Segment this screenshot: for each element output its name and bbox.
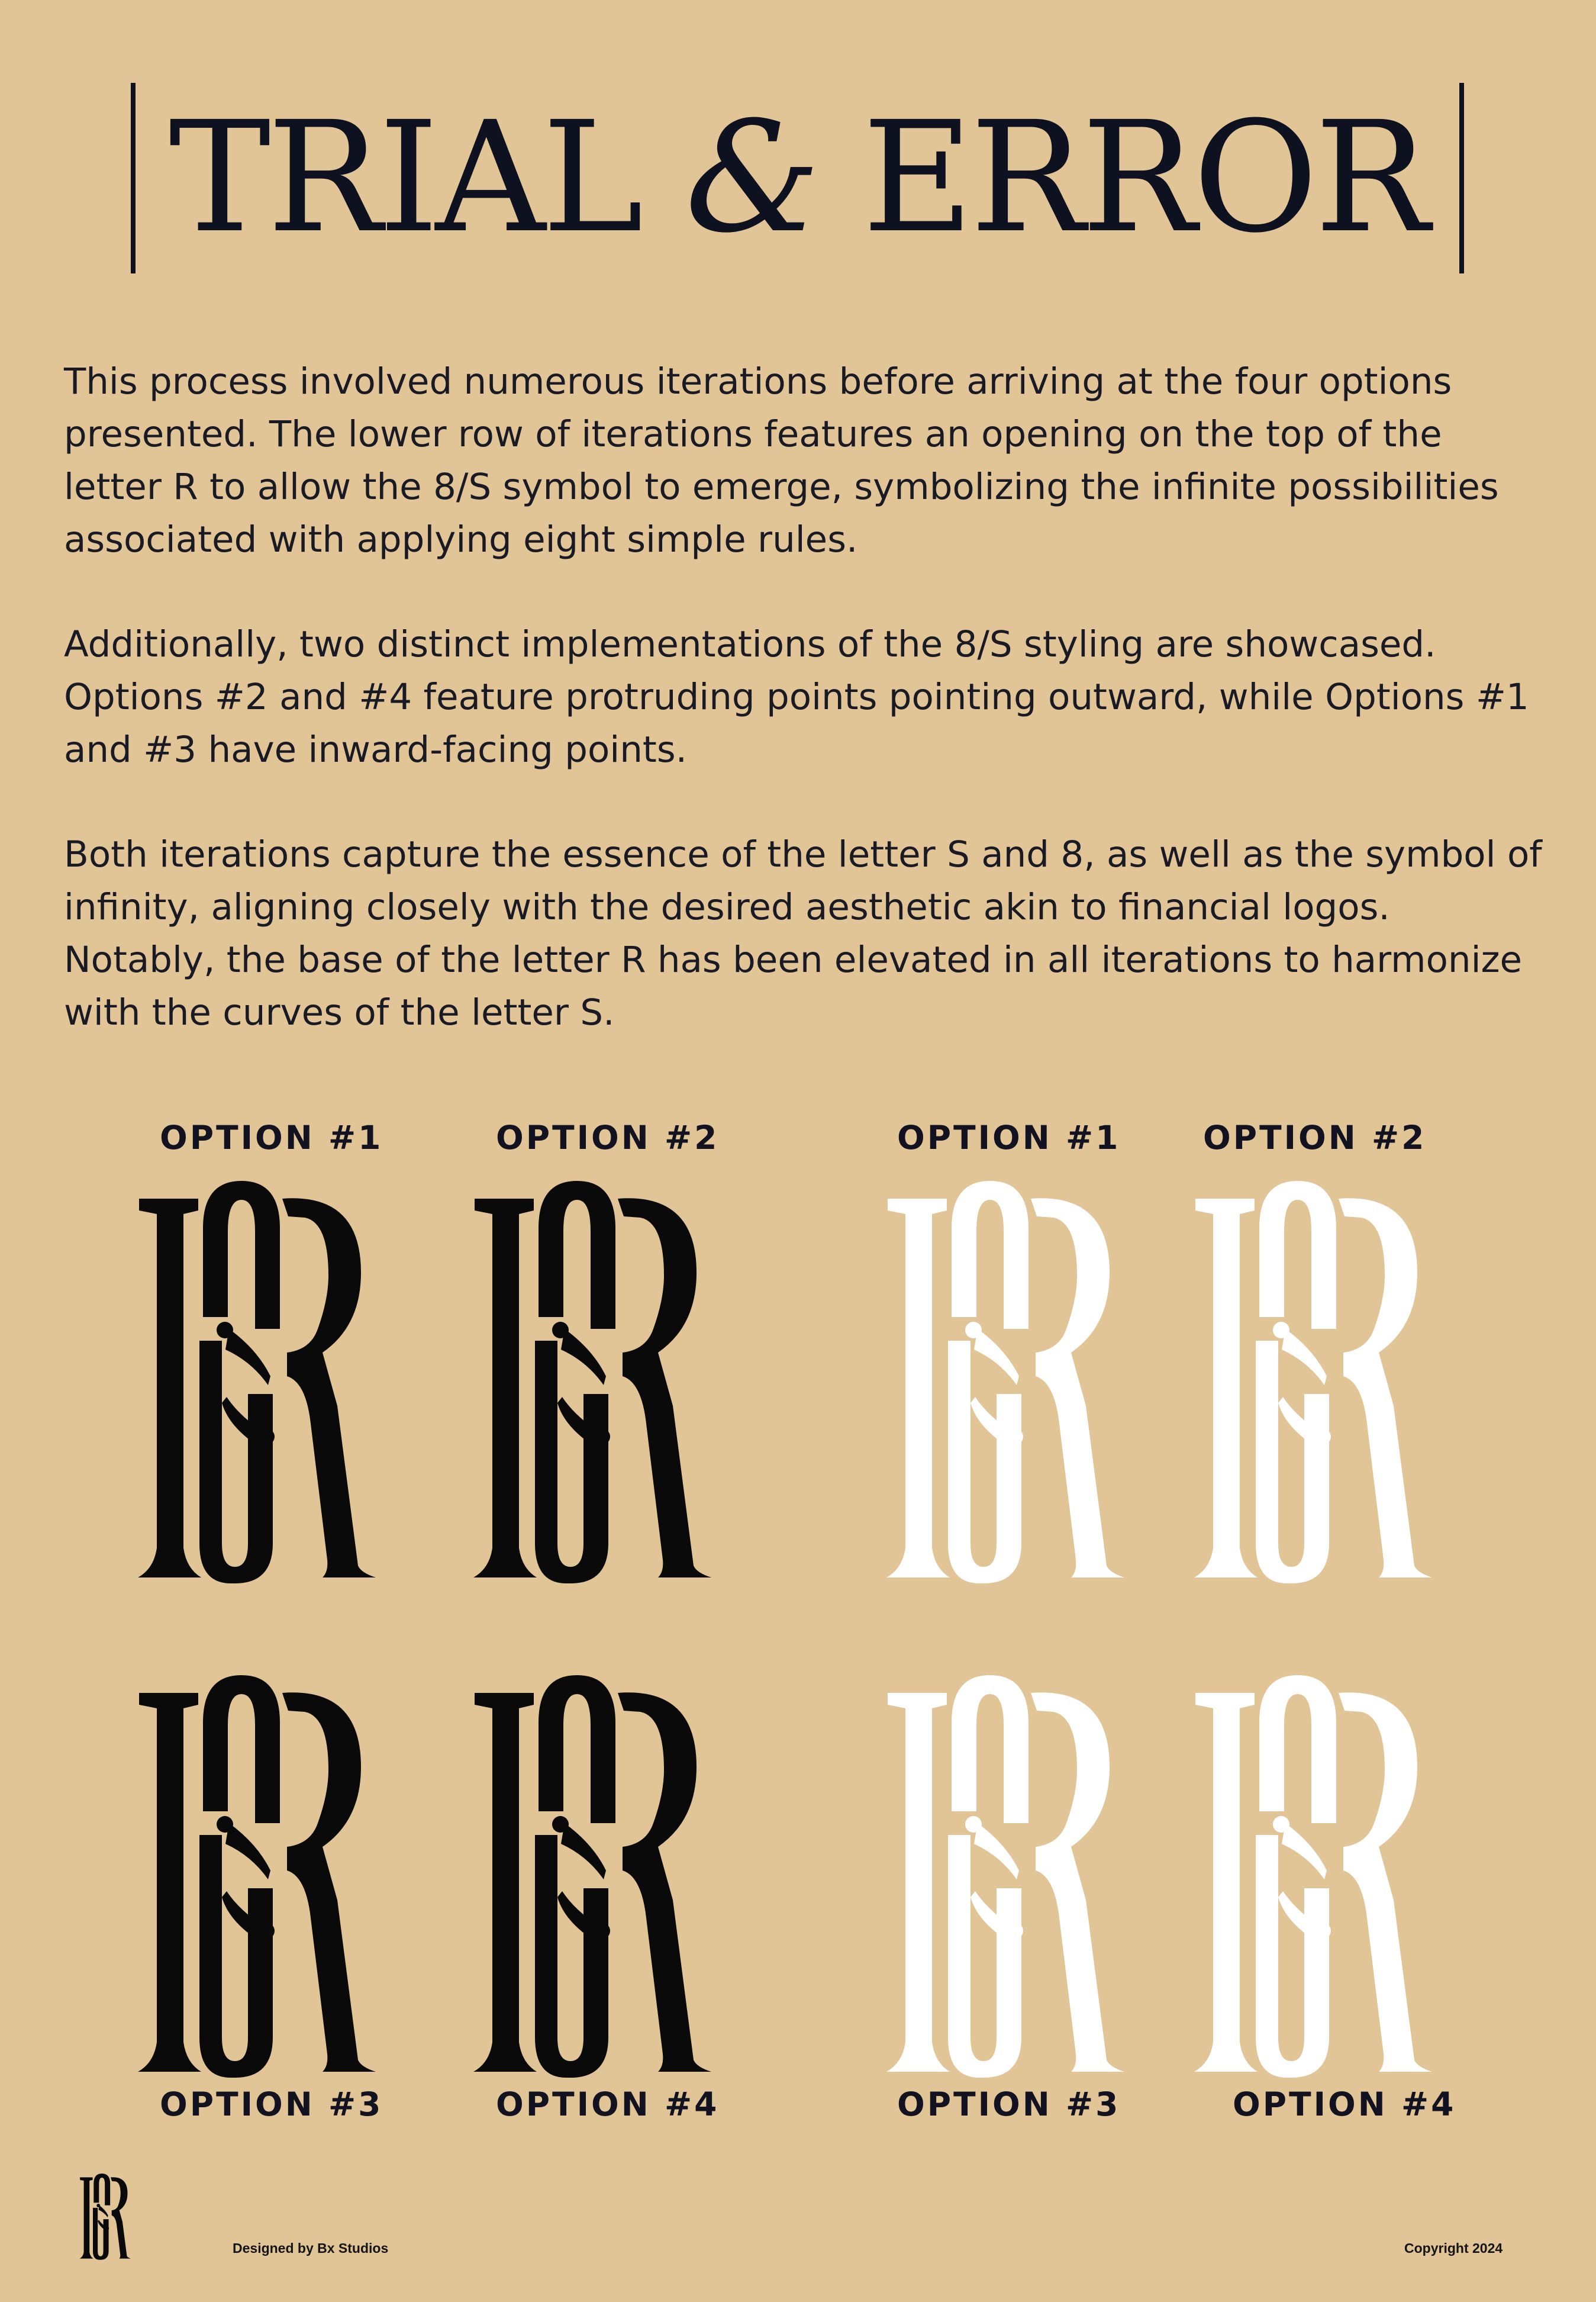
intro-paragraph-1: This process involved numerous iterations before arriving at the four options presented. The lower row of iterations features an opening on the top of the letter R to allow the 8/S symbol to emerge, symbolizing the infinite possibilities associated with applying eight simple rules.: [64, 360, 1499, 561]
intro-paragraph-2: Additionally, two distinct implementations of the 8/S styling are showcased. Options #2 and #4 feature protruding points pointing outward, while Options #1 and #3 have inward-facing points.: [64, 623, 1529, 771]
option-label-white-4: OPTION #4: [1233, 2085, 1456, 2123]
monogram-option-4-black: [469, 1675, 717, 2089]
monogram-option-3-black: [133, 1675, 382, 2089]
monogram-option-4-white: [1189, 1675, 1438, 2089]
title-block: [127, 83, 1468, 273]
title-right-rule: [1459, 83, 1464, 273]
designed-by-credit: Designed by Bx Studios: [233, 2240, 389, 2256]
option-label-black-1: OPTION #1: [160, 1119, 383, 1157]
footer-logo: [79, 2174, 132, 2262]
option-label-black-2: OPTION #2: [496, 1119, 720, 1157]
monogram-option-3-white: [882, 1675, 1130, 2089]
monogram-option-2-black: [469, 1181, 717, 1595]
page-title: TRIAL & ERROR: [169, 89, 1426, 266]
monogram-option-1-black: [133, 1181, 382, 1595]
copyright-notice: Copyright 2024: [1404, 2240, 1503, 2256]
option-label-black-4: OPTION #4: [496, 2085, 720, 2123]
monogram-option-2-white: [1189, 1181, 1438, 1595]
intro-text: [64, 355, 1543, 1091]
option-label-white-1: OPTION #1: [897, 1119, 1121, 1157]
monogram-option-1-white: [882, 1181, 1130, 1595]
option-label-black-3: OPTION #3: [160, 2085, 383, 2123]
title-ampersand: &: [685, 89, 817, 266]
intro-paragraph-3: Both iterations capture the essence of the letter S and 8, as well as the symbol of infinity, aligning closely with the desired aesthetic akin to financial logos. Notably, the base of the letter R has been elevated in all iterations to harmonize with the curves of the letter S.: [64, 833, 1542, 1034]
option-label-white-2: OPTION #2: [1203, 1119, 1427, 1157]
option-label-white-3: OPTION #3: [897, 2085, 1121, 2123]
